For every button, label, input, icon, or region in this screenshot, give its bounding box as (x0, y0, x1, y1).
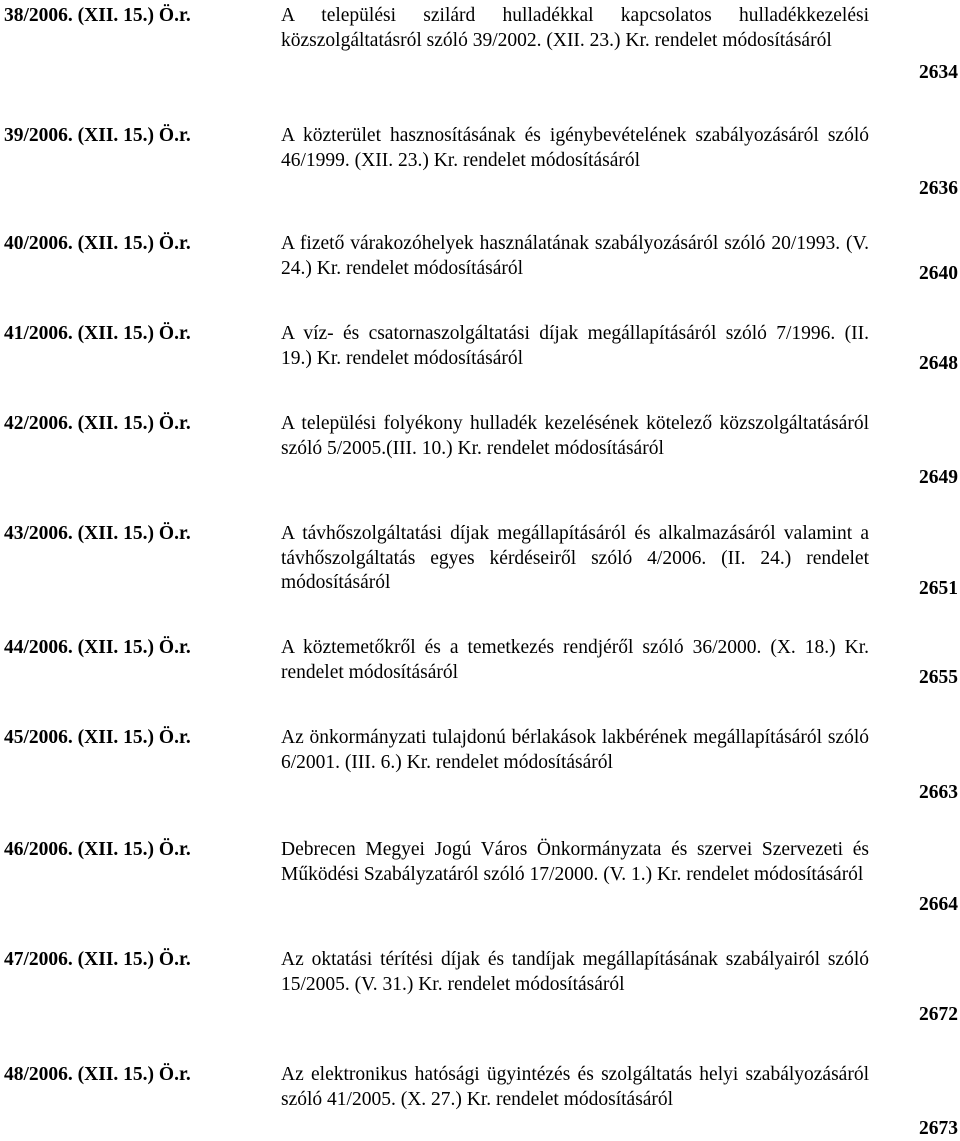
regulation-number: 39/2006. (XII. 15.) Ö.r. (4, 125, 191, 146)
regulation-number: 42/2006. (XII. 15.) Ö.r. (4, 413, 191, 434)
page-number: 2672 (919, 1004, 958, 1025)
regulation-title: A közterület hasznosításának és igénybevételének szabályozásáról szóló 46/1999. (XII. 23.) Kr. rendelet módosításáról (281, 125, 869, 171)
regulation-number: 40/2006. (XII. 15.) Ö.r. (4, 233, 191, 254)
page-number: 2651 (919, 578, 958, 599)
page-number: 2673 (919, 1118, 958, 1139)
regulation-number: 38/2006. (XII. 15.) Ö.r. (4, 5, 191, 26)
regulation-title: Az elektronikus hatósági ügyintézés és szolgáltatás helyi szabályozásáról szóló 41/2005. (X. 27.) Kr. rendelet módosításáról (281, 1064, 869, 1110)
page-number: 2634 (919, 62, 958, 83)
regulation-number: 46/2006. (XII. 15.) Ö.r. (4, 839, 191, 860)
regulation-number: 45/2006. (XII. 15.) Ö.r. (4, 727, 191, 748)
regulation-title: A települési szilárd hulladékkal kapcsolatos hulladékkezelési közszolgáltatásról szóló 39/2002. (XII. 23.) Kr. rendelet módosításáról (281, 5, 869, 51)
regulation-title: Az oktatási térítési díjak és tandíjak megállapításának szabályairól szóló 15/2005. (V. 31.) Kr. rendelet módosításáról (281, 949, 869, 995)
regulation-title: A fizető várakozóhelyek használatának szabályozásáról szóló 20/1993. (V. 24.) Kr. rendelet módosításáról (281, 233, 869, 279)
regulation-title: A távhőszolgáltatási díjak megállapításáról és alkalmazásáról valamint a távhőszolgáltatás egyes kérdéseiről szóló 4/2006. (II. 24.) rendelet módosításáról (281, 523, 869, 593)
page-number: 2649 (919, 467, 958, 488)
regulation-number: 43/2006. (XII. 15.) Ö.r. (4, 523, 191, 544)
page-number: 2663 (919, 782, 958, 803)
page-number: 2664 (919, 894, 958, 915)
regulation-title: A települési folyékony hulladék kezelésének kötelező közszolgáltatásáról szóló 5/2005.(III. 10.) Kr. rendelet módosításáról (281, 413, 869, 459)
regulation-number: 41/2006. (XII. 15.) Ö.r. (4, 323, 191, 344)
regulation-title: A köztemetőkről és a temetkezés rendjéről szóló 36/2000. (X. 18.) Kr. rendelet módosításáról (281, 637, 869, 683)
regulation-title: Az önkormányzati tulajdonú bérlakások lakbérének megállapításáról szóló 6/2001. (III. 6.) Kr. rendelet módosításáról (281, 727, 869, 773)
regulation-number: 44/2006. (XII. 15.) Ö.r. (4, 637, 191, 658)
page-number: 2640 (919, 263, 958, 284)
page-number: 2648 (919, 353, 958, 374)
page-number: 2636 (919, 178, 958, 199)
regulation-title: A víz- és csatornaszolgáltatási díjak megállapításáról szóló 7/1996. (II. 19.) Kr. rendelet módosításáról (281, 323, 869, 369)
regulation-number: 47/2006. (XII. 15.) Ö.r. (4, 949, 191, 970)
regulation-number: 48/2006. (XII. 15.) Ö.r. (4, 1064, 191, 1085)
page-number: 2655 (919, 667, 958, 688)
regulation-title: Debrecen Megyei Jogú Város Önkormányzata és szervei Szervezeti és Működési Szabályzatáról szóló 17/2000. (V. 1.) Kr. rendelet módosításáról (281, 839, 869, 885)
